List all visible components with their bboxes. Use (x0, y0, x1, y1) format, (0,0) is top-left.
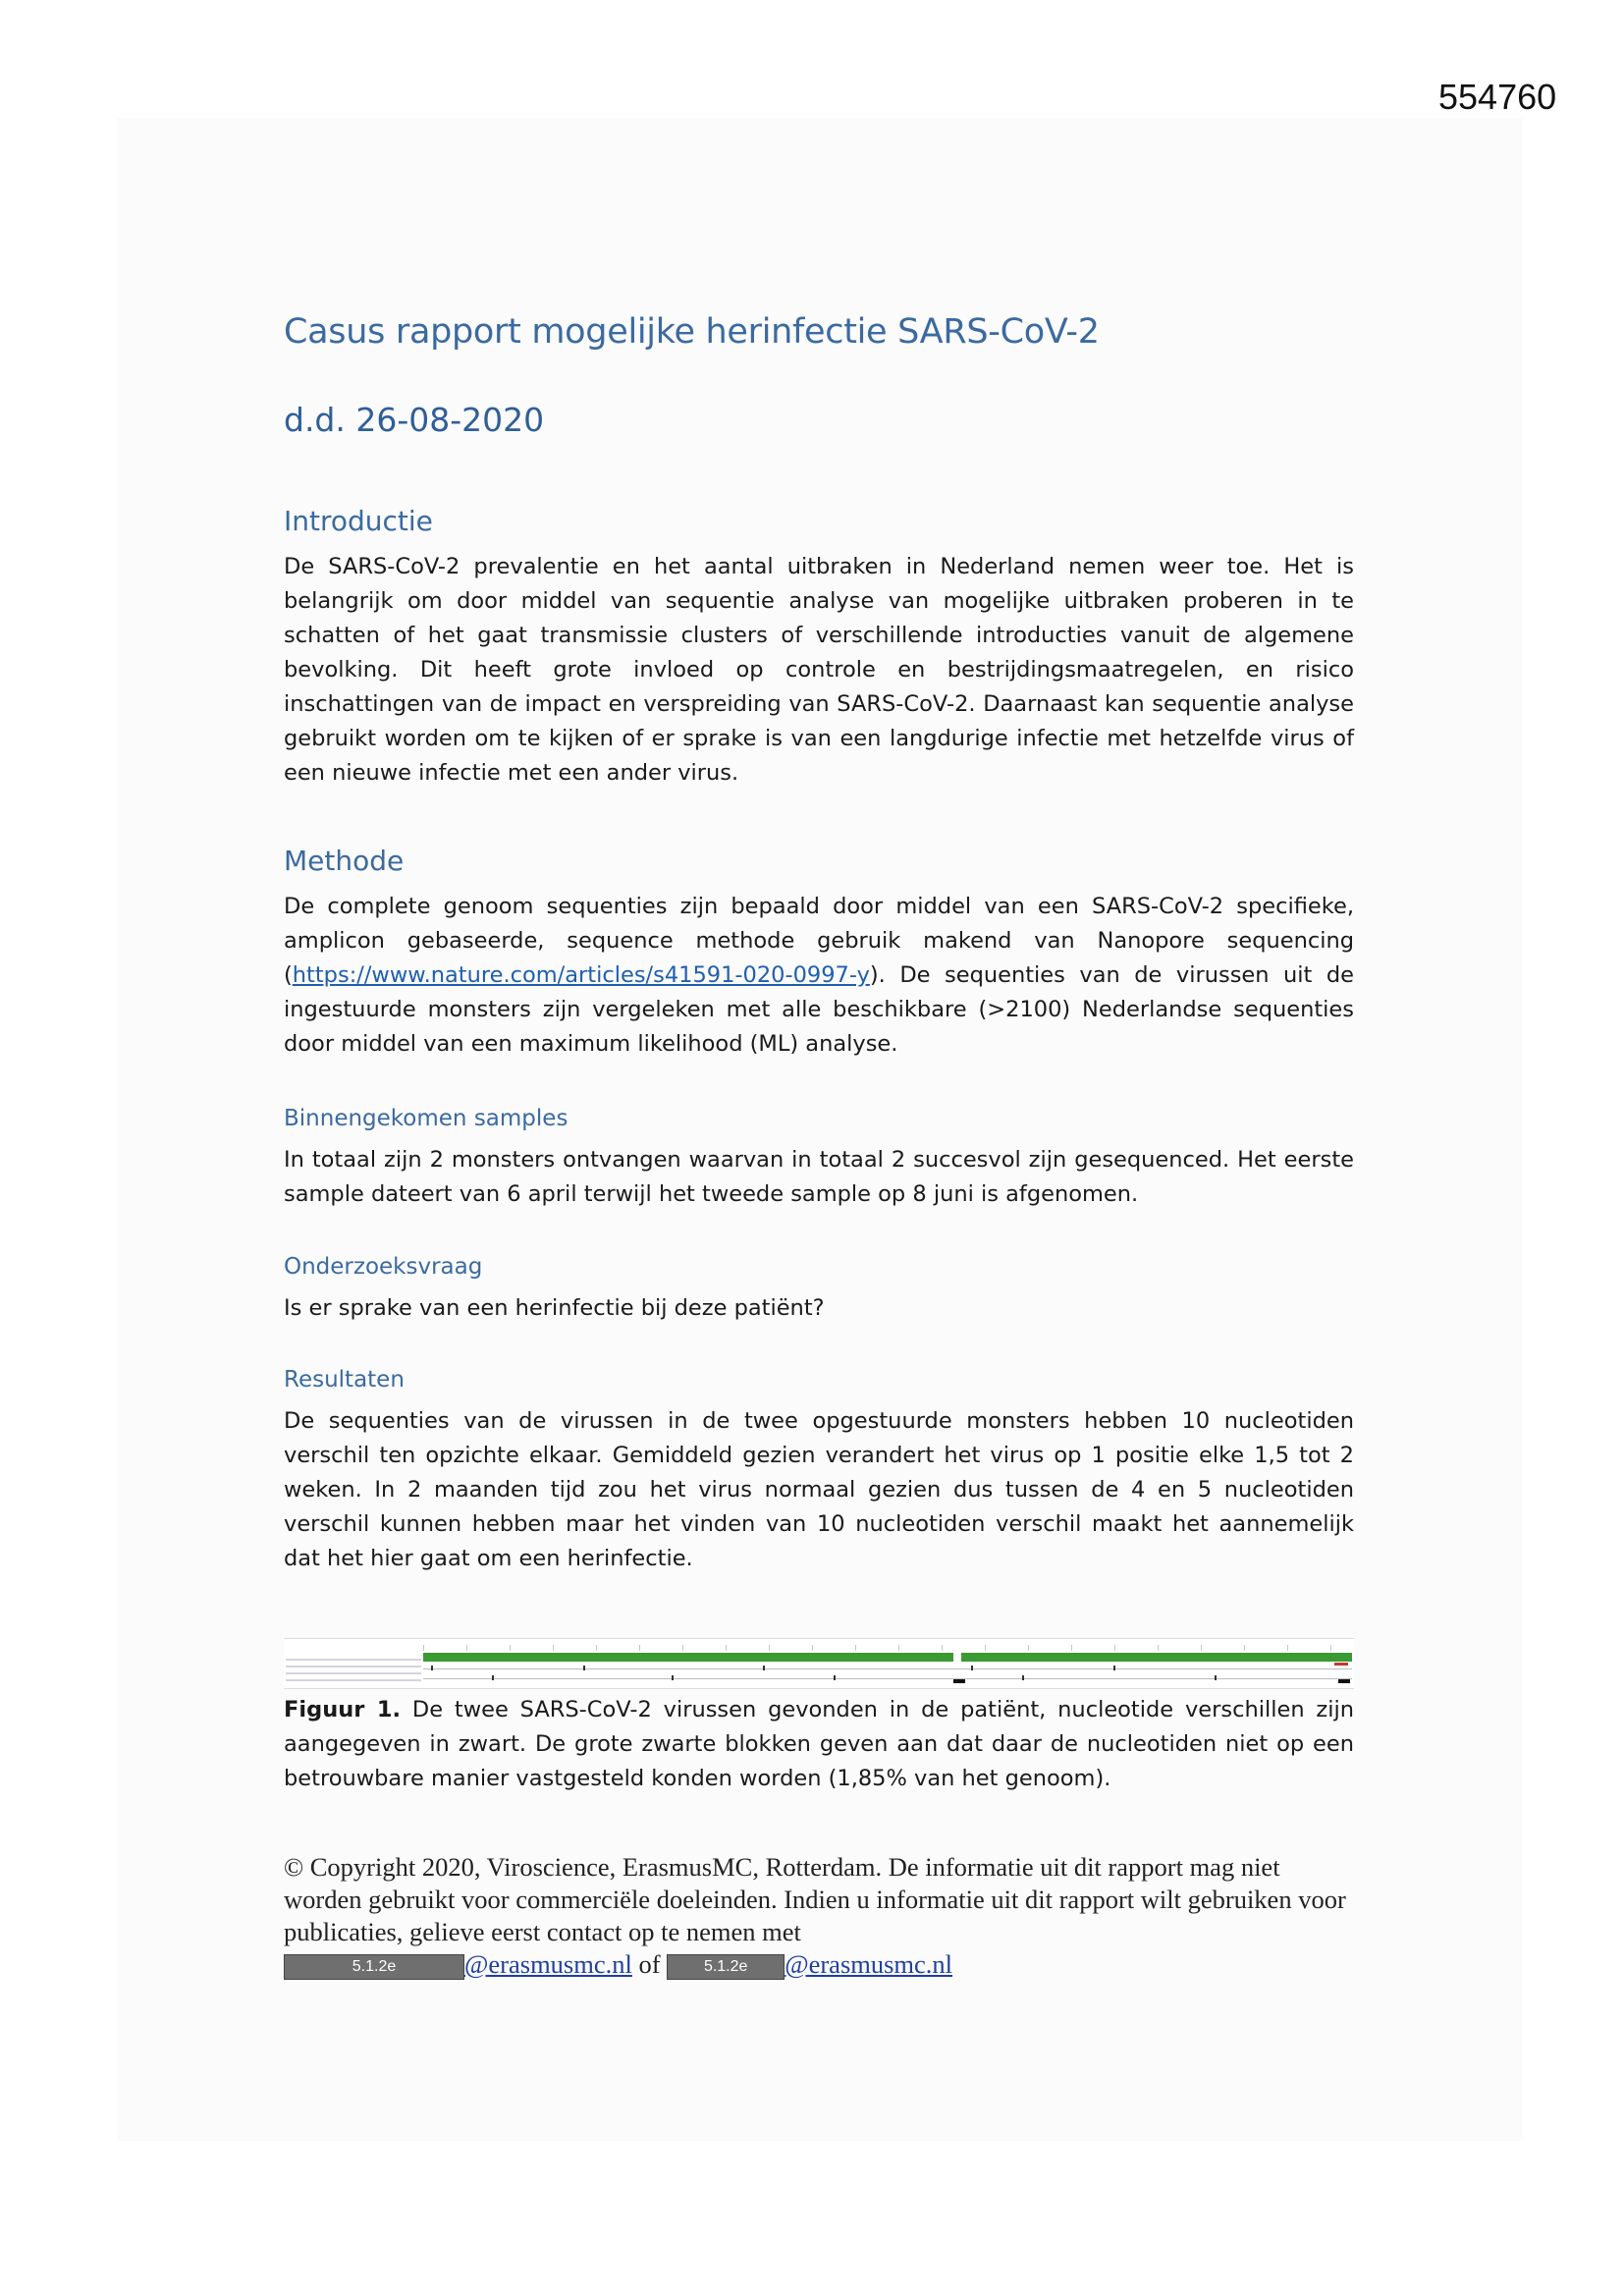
difference-mark (492, 1675, 494, 1680)
paragraph-onderzoeksvraag: Is er sprake van een herinfectie bij deze patiënt? (284, 1295, 825, 1321)
identity-bar (423, 1653, 1352, 1662)
sequence-track-1 (423, 1668, 1352, 1669)
contact-email-2[interactable]: @erasmusmc.nl (785, 1949, 953, 1979)
heading-onderzoeksvraag: Onderzoeksvraag (284, 1254, 483, 1280)
undetermined-block (1338, 1679, 1350, 1683)
difference-mark (672, 1675, 674, 1680)
report-date: d.d. 26-08-2020 (284, 401, 545, 439)
redaction-box-1: 5.1.2e (284, 1954, 464, 1980)
paragraph-resultaten: De sequenties van de virussen in de twee opgestuurde monsters hebben 10 nucleotiden verschil ten opzichte elkaar. Gemiddeld gezien verandert het virus op 1 positie elke 1,5 tot 2 weken. In 2 maanden tijd zou het virus normaal gezien dus tussen de 4 en 5 nucleotiden verschil kunnen hebben maar het vinden van 10 nucleotiden verschil maakt het aannemelijk dat het hier gaat om een herinfectie. (284, 1408, 1354, 1571)
report-title: Casus rapport mogelijke herinfectie SARS-CoV-2 (284, 312, 1100, 352)
difference-mark (834, 1675, 836, 1680)
methode-text-after: ). De sequenties van de virussen uit de ingestuurde monsters zijn vergeleken met alle beschikbare (>2100) Nederlandse sequenties door middel van een maximum likelihood (ML) analyse. (284, 962, 1354, 1057)
difference-mark (1113, 1666, 1115, 1670)
difference-mark (763, 1666, 765, 1670)
alignment-end-marker (1334, 1663, 1348, 1666)
copyright-notice (284, 1851, 1354, 1981)
sequence-track-2 (423, 1678, 1352, 1679)
identity-gap (953, 1653, 961, 1662)
heading-samples: Binnengekomen samples (284, 1106, 568, 1131)
heading-methode: Methode (284, 845, 405, 877)
difference-mark (431, 1666, 433, 1670)
paragraph-introductie: De SARS-CoV-2 prevalentie en het aantal uitbraken in Nederland nemen weer toe. Het is belangrijk om door middel van sequentie analyse van mogelijke uitbraken proberen in te schatten of het gaat transmissie clusters of verschillende introducties vanuit de algemene bevolking. Dit heeft grote invloed op controle en bestrijdingsmaatregelen, en risico inschattingen van de impact en verspreiding van SARS-CoV-2. Daarnaast kan sequentie analyse gebruikt worden om te kijken of er sprake is van een langdurige infectie met hetzelfde virus of een nieuwe infectie met een ander virus. (284, 554, 1354, 786)
undetermined-block (953, 1679, 965, 1683)
alignment-sample-labels (286, 1659, 421, 1684)
difference-mark (1215, 1675, 1217, 1680)
difference-mark (971, 1666, 973, 1670)
difference-mark (583, 1666, 585, 1670)
contact-separator: of (631, 1949, 668, 1979)
alignment-ruler (423, 1645, 1352, 1651)
copyright-text: © Copyright 2020, Viroscience, ErasmusMC, Rotterdam. De informatie uit dit rapport mag niet worden gebruikt voor commerciële doeleinden. Indien u informatie uit dit rapport wilt gebruiken voor publicaties, gelieve eerst contact op te nemen met (284, 1852, 1346, 1946)
figure-caption-text: De twee SARS-CoV-2 virussen gevonden in de patiënt, nucleotide verschillen zijn aangegeven in zwart. De grote zwarte blokken geven aan dat daar de nucleotiden niet op een betrouwbare manier vastgesteld konden worden (1,85% van het genoom). (284, 1697, 1355, 1791)
methode-text-before: De complete genoom sequenties zijn bepaald door middel van een SARS-CoV-2 specifieke, amplicon gebaseerde, sequence methode gebruik makend van Nanopore sequencing ( (284, 894, 1354, 988)
nature-article-link[interactable]: https://www.nature.com/articles/s41591-020-0997-y (292, 962, 870, 988)
contact-email-1[interactable]: @erasmusmc.nl (464, 1949, 632, 1979)
document-number: 554760 (1438, 77, 1557, 117)
figure-caption-label: Figuur 1. (284, 1697, 402, 1722)
figure-caption (284, 1693, 1354, 1796)
heading-introductie: Introductie (284, 505, 433, 537)
paragraph-methode (284, 890, 1354, 1062)
difference-mark (1022, 1675, 1024, 1680)
sequence-alignment-figure (284, 1638, 1354, 1689)
paragraph-samples: In totaal zijn 2 monsters ontvangen waarvan in totaal 2 succesvol zijn gesequenced. Het eerste sample dateert van 6 april terwijl het tweede sample op 8 juni is afgenomen. (284, 1147, 1354, 1207)
redaction-box-2: 5.1.2e (667, 1954, 785, 1980)
heading-resultaten: Resultaten (284, 1367, 405, 1393)
